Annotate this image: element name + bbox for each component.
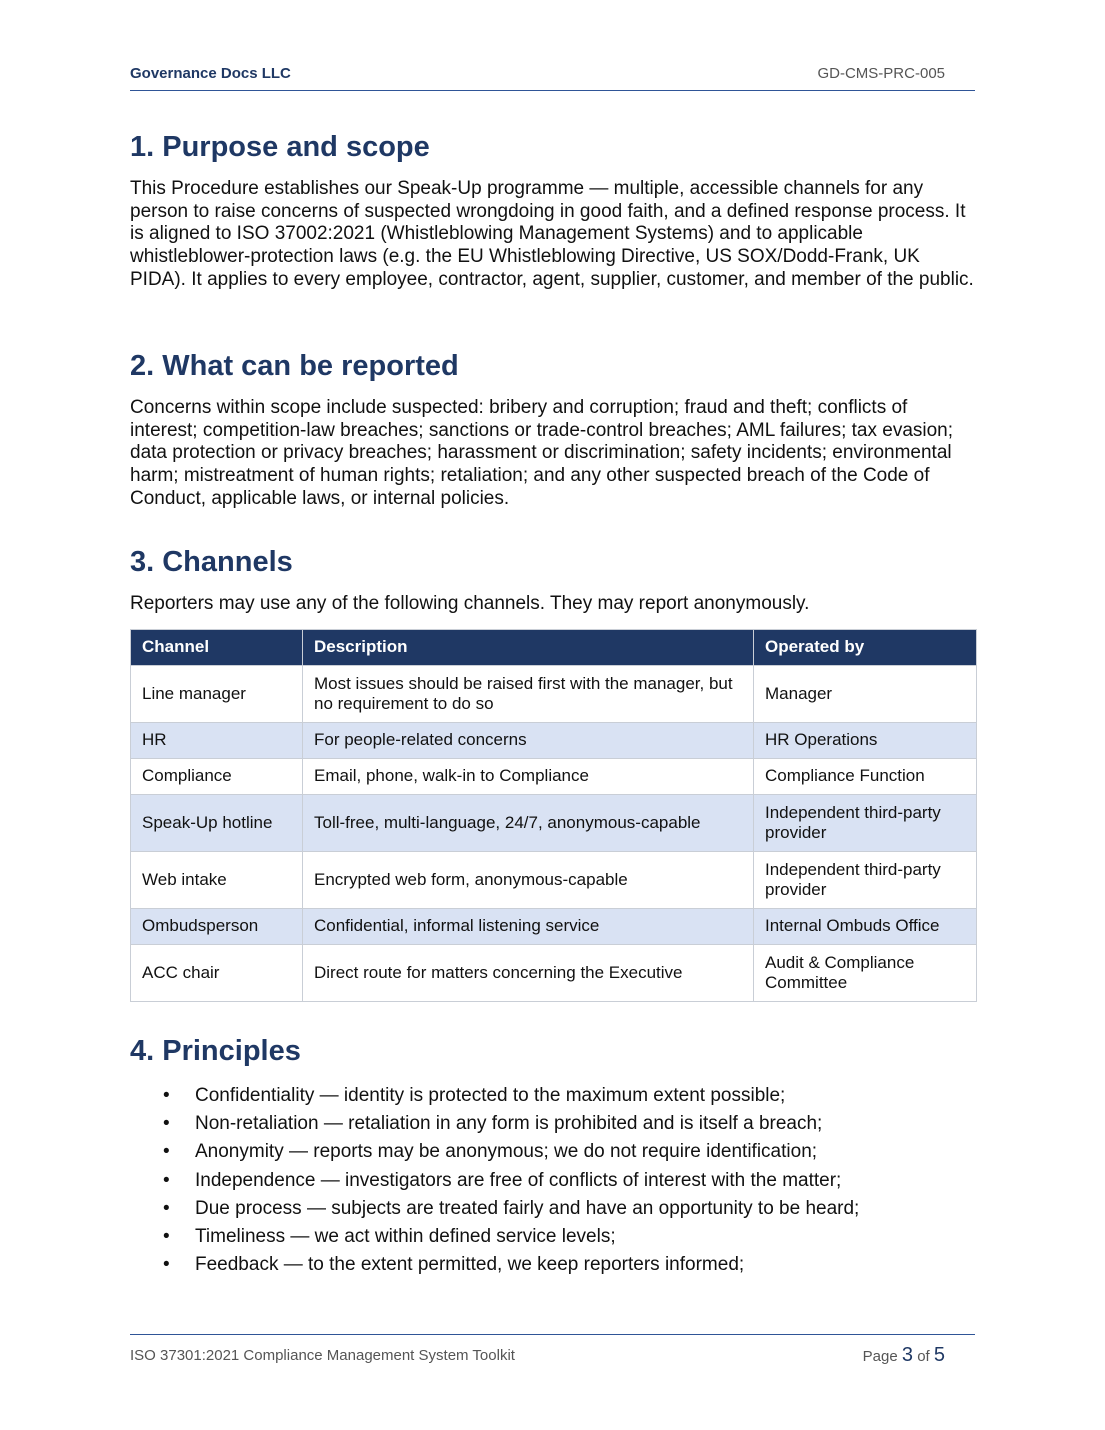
cell-description: Confidential, informal listening service bbox=[303, 908, 754, 944]
principles-list bbox=[130, 1082, 975, 1279]
section-reportable bbox=[130, 349, 975, 511]
table-row bbox=[131, 851, 977, 908]
cell-channel: Compliance bbox=[131, 758, 303, 794]
cell-channel: Web intake bbox=[131, 851, 303, 908]
cell-operated-by: HR Operations bbox=[754, 722, 977, 758]
list-item-text: Due process — subjects are treated fairly and have an opportunity to be heard; bbox=[195, 1197, 860, 1219]
section-purpose bbox=[130, 130, 975, 292]
list-item bbox=[130, 1110, 975, 1138]
list-item-text: Non-retaliation — retaliation in any form is prohibited and is itself a breach; bbox=[195, 1113, 823, 1135]
footer-toolkit-title: ISO 37301:2021 Compliance Management System Toolkit bbox=[130, 1347, 515, 1364]
current-page: 3 bbox=[901, 1344, 914, 1366]
page-header bbox=[130, 62, 975, 91]
list-item bbox=[130, 1195, 975, 1223]
list-item bbox=[130, 1251, 975, 1279]
table-row bbox=[131, 722, 977, 758]
column-header-operated-by: Operated by bbox=[754, 629, 977, 665]
page-number bbox=[863, 1344, 945, 1367]
table-row bbox=[131, 908, 977, 944]
cell-description: For people-related concerns bbox=[303, 722, 754, 758]
section-heading: 3. Channels bbox=[130, 546, 293, 578]
section-paragraph: This Procedure establishes our Speak-Up programme — multiple, accessible channels for any person to raise concerns of suspected wrongdoing in good faith, and a defined response process. It is aligned to ISO 37002:2021 (Whistleblowing Management Systems) and to applicable whistleblower-protection laws (e.g. the EU Whistleblowing Directive, US SOX/Dodd-Frank, UK PIDA). It applies to every employee, contractor, agent, supplier, customer, and member of the public. bbox=[130, 178, 974, 290]
list-item-text: Anonymity — reports may be anonymous; we do not require identification; bbox=[195, 1141, 818, 1163]
page-footer bbox=[130, 1334, 975, 1375]
bullet: • bbox=[163, 1254, 170, 1276]
total-pages: 5 bbox=[933, 1344, 945, 1366]
section-heading: 2. What can be reported bbox=[130, 350, 459, 382]
bullet: • bbox=[163, 1085, 170, 1106]
cell-channel: Speak-Up hotline bbox=[131, 794, 303, 851]
cell-description: Encrypted web form, anonymous-capable bbox=[303, 851, 754, 908]
list-item bbox=[130, 1223, 975, 1251]
list-item bbox=[130, 1082, 975, 1110]
table-row bbox=[131, 794, 977, 851]
bullet: • bbox=[163, 1197, 170, 1219]
section-heading: 4. Principles bbox=[130, 1035, 301, 1067]
list-item-text: Independence — investigators are free of conflicts of interest with the matter; bbox=[195, 1169, 842, 1191]
bullet: • bbox=[163, 1141, 170, 1163]
section-heading: 1. Purpose and scope bbox=[130, 131, 430, 163]
cell-channel: ACC chair bbox=[131, 944, 303, 1001]
cell-operated-by: Manager bbox=[754, 665, 977, 722]
list-item-text: Confidentiality — identity is protected to the maximum extent possible; bbox=[195, 1085, 786, 1106]
bullet: • bbox=[163, 1226, 170, 1248]
cell-operated-by: Independent third-party provider bbox=[754, 794, 977, 851]
section-principles bbox=[130, 1034, 975, 1279]
company-name: Governance Docs LLC bbox=[130, 65, 291, 82]
page-label: Page bbox=[862, 1348, 898, 1365]
of-label: of bbox=[917, 1348, 930, 1365]
cell-description: Most issues should be raised first with the manager, but no requirement to do so bbox=[303, 665, 754, 722]
table-header-row bbox=[131, 629, 977, 665]
list-item bbox=[130, 1138, 975, 1166]
list-item bbox=[130, 1167, 975, 1195]
table-row bbox=[131, 665, 977, 722]
cell-channel: Line manager bbox=[131, 665, 303, 722]
section-paragraph: Concerns within scope include suspected: bribery and corruption; fraud and theft; conflicts of interest; competition-law breaches; sanctions or trade-control breaches; AML failures; tax evasion; data protection or privacy breaches; harassment or discrimination; safety incidents; environmental harm; mistreatment of human rights; retaliation; and any other suspected breach of the Code of Conduct, applicable laws, or internal policies. bbox=[130, 397, 954, 509]
table-row bbox=[131, 758, 977, 794]
bullet: • bbox=[163, 1113, 170, 1135]
list-item-text: Feedback — to the extent permitted, we keep reporters informed; bbox=[195, 1254, 745, 1276]
channels-table bbox=[130, 629, 977, 1002]
column-header-channel: Channel bbox=[131, 629, 303, 665]
cell-operated-by: Internal Ombuds Office bbox=[754, 908, 977, 944]
column-header-description: Description bbox=[303, 629, 754, 665]
cell-description: Toll-free, multi-language, 24/7, anonymous-capable bbox=[303, 794, 754, 851]
cell-operated-by: Independent third-party provider bbox=[754, 851, 977, 908]
cell-channel: Ombudsperson bbox=[131, 908, 303, 944]
table-row bbox=[131, 944, 977, 1001]
cell-operated-by: Audit & Compliance Committee bbox=[754, 944, 977, 1001]
cell-description: Email, phone, walk-in to Compliance bbox=[303, 758, 754, 794]
cell-channel: HR bbox=[131, 722, 303, 758]
list-item-text: Timeliness — we act within defined service levels; bbox=[195, 1226, 616, 1248]
cell-description: Direct route for matters concerning the Executive bbox=[303, 944, 754, 1001]
section-paragraph: Reporters may use any of the following channels. They may report anonymously. bbox=[130, 593, 810, 614]
cell-operated-by: Compliance Function bbox=[754, 758, 977, 794]
bullet: • bbox=[163, 1169, 170, 1191]
section-channels bbox=[130, 545, 975, 1002]
document-id: GD-CMS-PRC-005 bbox=[817, 65, 945, 82]
